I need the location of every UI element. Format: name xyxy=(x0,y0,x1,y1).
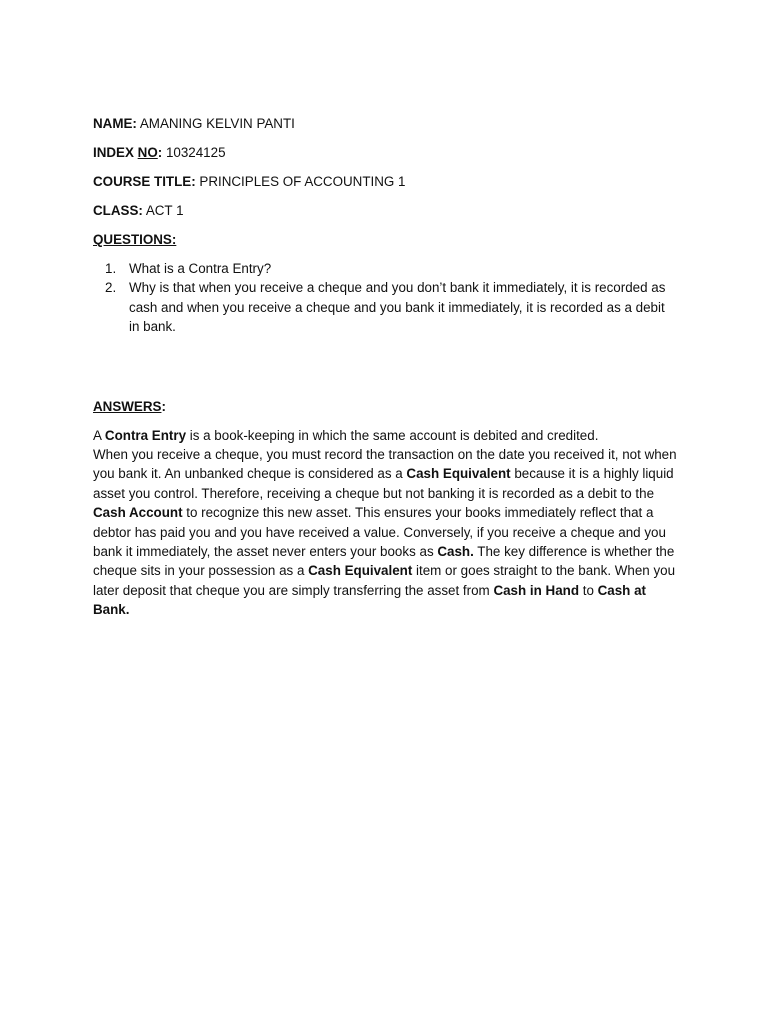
answer-text: item or goes straight to the bank. When you later deposit that cheque you are simply transferring the asset from xyxy=(93,563,676,598)
answer-text: because it is a highly liquid asset you control. Therefore, receiving a cheque but not banking it is recorded as a debit to the xyxy=(93,466,674,501)
answer-term: Cash at Bank. xyxy=(93,582,646,618)
answer-paragraph-1 xyxy=(93,426,678,445)
question-number: 2. xyxy=(105,280,117,296)
question-text: Why is that when you receive a cheque and you don’t bank it immediately, it is recorded as cash and when you receive a cheque and you bank it immediately, it is recorded as a debit in bank. xyxy=(129,280,666,335)
answer-text: When you receive a cheque, you must record the transaction on the date you received it, not when you bank it. An unbanked cheque is considered as a xyxy=(93,447,677,482)
index-label-part: INDEX xyxy=(93,145,138,160)
answers-heading-colon: : xyxy=(161,398,166,414)
answers-heading xyxy=(93,397,678,416)
answer-term: Cash. xyxy=(437,544,474,560)
index-label-colon: : xyxy=(157,145,163,160)
question-number: 1. xyxy=(105,261,117,276)
index-label xyxy=(93,145,162,160)
answer-text: to xyxy=(579,582,598,598)
class-value: ACT 1 xyxy=(142,203,184,218)
answer-term: Cash Equivalent xyxy=(406,466,511,482)
class-line xyxy=(93,201,678,220)
index-line xyxy=(93,143,678,162)
answers-heading-text: ANSWERS xyxy=(93,398,162,414)
document-body xyxy=(93,114,678,620)
name-value: AMANING KELVIN PANTI xyxy=(136,116,295,131)
course-line xyxy=(93,172,678,191)
answer-term: Cash in Hand xyxy=(493,582,579,598)
question-item xyxy=(93,278,678,336)
answer-term: Contra Entry xyxy=(104,427,187,443)
answer-body xyxy=(93,426,678,620)
course-value: PRINCIPLES OF ACCOUNTING 1 xyxy=(195,174,406,189)
answer-text: A xyxy=(93,427,105,443)
class-label: CLASS: xyxy=(93,203,143,218)
index-label-underlined: NO xyxy=(137,145,158,160)
questions-heading xyxy=(93,230,678,249)
index-value: 10324125 xyxy=(162,145,226,160)
answer-text: The key difference is whether the cheque sits in your possession as a xyxy=(93,544,675,579)
course-label: COURSE TITLE: xyxy=(93,174,196,189)
answer-term: Cash Equivalent xyxy=(308,563,413,579)
name-label: NAME: xyxy=(93,116,137,131)
answer-paragraph-2 xyxy=(93,445,678,620)
question-item xyxy=(93,259,678,278)
name-line xyxy=(93,114,678,133)
answer-text: to recognize this new asset. This ensures your books immediately reflect that a debtor has paid you and you have received a value. Conversely, if you receive a cheque and you bank it immediately, the asset never enters your books as xyxy=(93,505,666,560)
answer-text: is a book-keeping in which the same account is debited and credited. xyxy=(186,427,599,443)
answer-term: Cash Account xyxy=(93,505,183,521)
question-text: What is a Contra Entry? xyxy=(129,261,272,276)
questions-heading-text: QUESTIONS: xyxy=(93,232,177,247)
questions-list xyxy=(93,259,678,337)
